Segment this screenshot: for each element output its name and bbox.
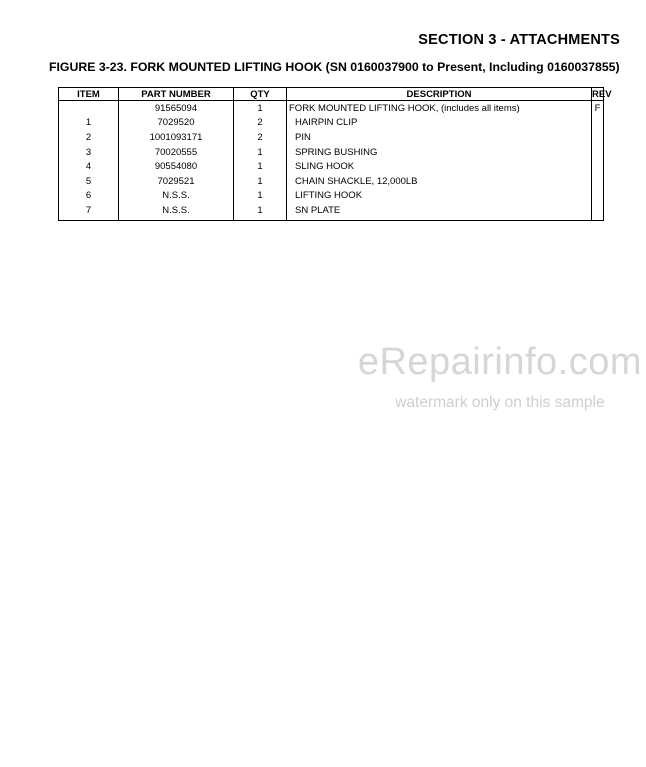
cell-description: CHAIN SHACKLE, 12,000LB xyxy=(287,174,592,189)
table-row xyxy=(59,130,604,145)
table-row xyxy=(59,203,604,220)
column-header-description: DESCRIPTION xyxy=(287,88,592,101)
table-row xyxy=(59,174,604,189)
column-header-item: ITEM xyxy=(59,88,119,101)
cell-description: SPRING BUSHING xyxy=(287,145,592,160)
cell-item: 2 xyxy=(59,130,119,145)
cell-qty: 1 xyxy=(234,145,287,160)
cell-part-number: 91565094 xyxy=(119,101,234,116)
cell-description: SLING HOOK xyxy=(287,159,592,174)
column-header-rev: REV xyxy=(592,88,612,100)
cell-description: SN PLATE xyxy=(287,203,592,220)
section-header: SECTION 3 - ATTACHMENTS xyxy=(418,32,620,48)
table-row xyxy=(59,101,604,116)
cell-qty: 1 xyxy=(234,174,287,189)
cell-item: 5 xyxy=(59,174,119,189)
cell-rev xyxy=(592,189,604,204)
cell-part-number: 90554080 xyxy=(119,159,234,174)
cell-description: FORK MOUNTED LIFTING HOOK, (includes all items) xyxy=(287,101,592,116)
cell-item: 7 xyxy=(59,203,119,220)
cell-item: 1 xyxy=(59,116,119,131)
cell-part-number: 70020555 xyxy=(119,145,234,160)
table-row xyxy=(59,189,604,204)
cell-description: HAIRPIN CLIP xyxy=(287,116,592,131)
watermark-note: watermark only on this sample xyxy=(395,394,605,411)
cell-part-number: 7029521 xyxy=(119,174,234,189)
cell-rev xyxy=(592,130,604,145)
cell-qty: 2 xyxy=(234,116,287,131)
column-header-qty: QTY xyxy=(234,88,287,101)
table-row xyxy=(59,116,604,131)
cell-description: PIN xyxy=(287,130,592,145)
parts-table xyxy=(58,87,612,221)
cell-rev xyxy=(592,159,604,174)
cell-description: LIFTING HOOK xyxy=(287,189,592,204)
cell-qty: 1 xyxy=(234,189,287,204)
cell-rev: F xyxy=(592,101,604,116)
cell-item xyxy=(59,101,119,116)
cell-item: 3 xyxy=(59,145,119,160)
cell-item: 4 xyxy=(59,159,119,174)
cell-item: 6 xyxy=(59,189,119,204)
cell-rev xyxy=(592,116,604,131)
cell-qty: 1 xyxy=(234,203,287,220)
cell-part-number: N.S.S. xyxy=(119,189,234,204)
cell-rev xyxy=(592,145,604,160)
cell-part-number: N.S.S. xyxy=(119,203,234,220)
cell-rev xyxy=(592,203,604,220)
table-row xyxy=(59,159,604,174)
watermark-brand: eRepairinfo.com xyxy=(357,341,642,383)
cell-qty: 1 xyxy=(234,101,287,116)
cell-part-number: 1001093171 xyxy=(119,130,234,145)
cell-part-number: 7029520 xyxy=(119,116,234,131)
cell-rev xyxy=(592,174,604,189)
watermark xyxy=(358,340,642,412)
cell-qty: 1 xyxy=(234,159,287,174)
column-header-part-number: PART NUMBER xyxy=(119,88,234,101)
table-row xyxy=(59,145,604,160)
table-header-row xyxy=(59,88,604,101)
figure-title: FIGURE 3-23. FORK MOUNTED LIFTING HOOK (SN 0160037900 to Present, Including 0160037855) xyxy=(49,60,620,74)
cell-qty: 2 xyxy=(234,130,287,145)
